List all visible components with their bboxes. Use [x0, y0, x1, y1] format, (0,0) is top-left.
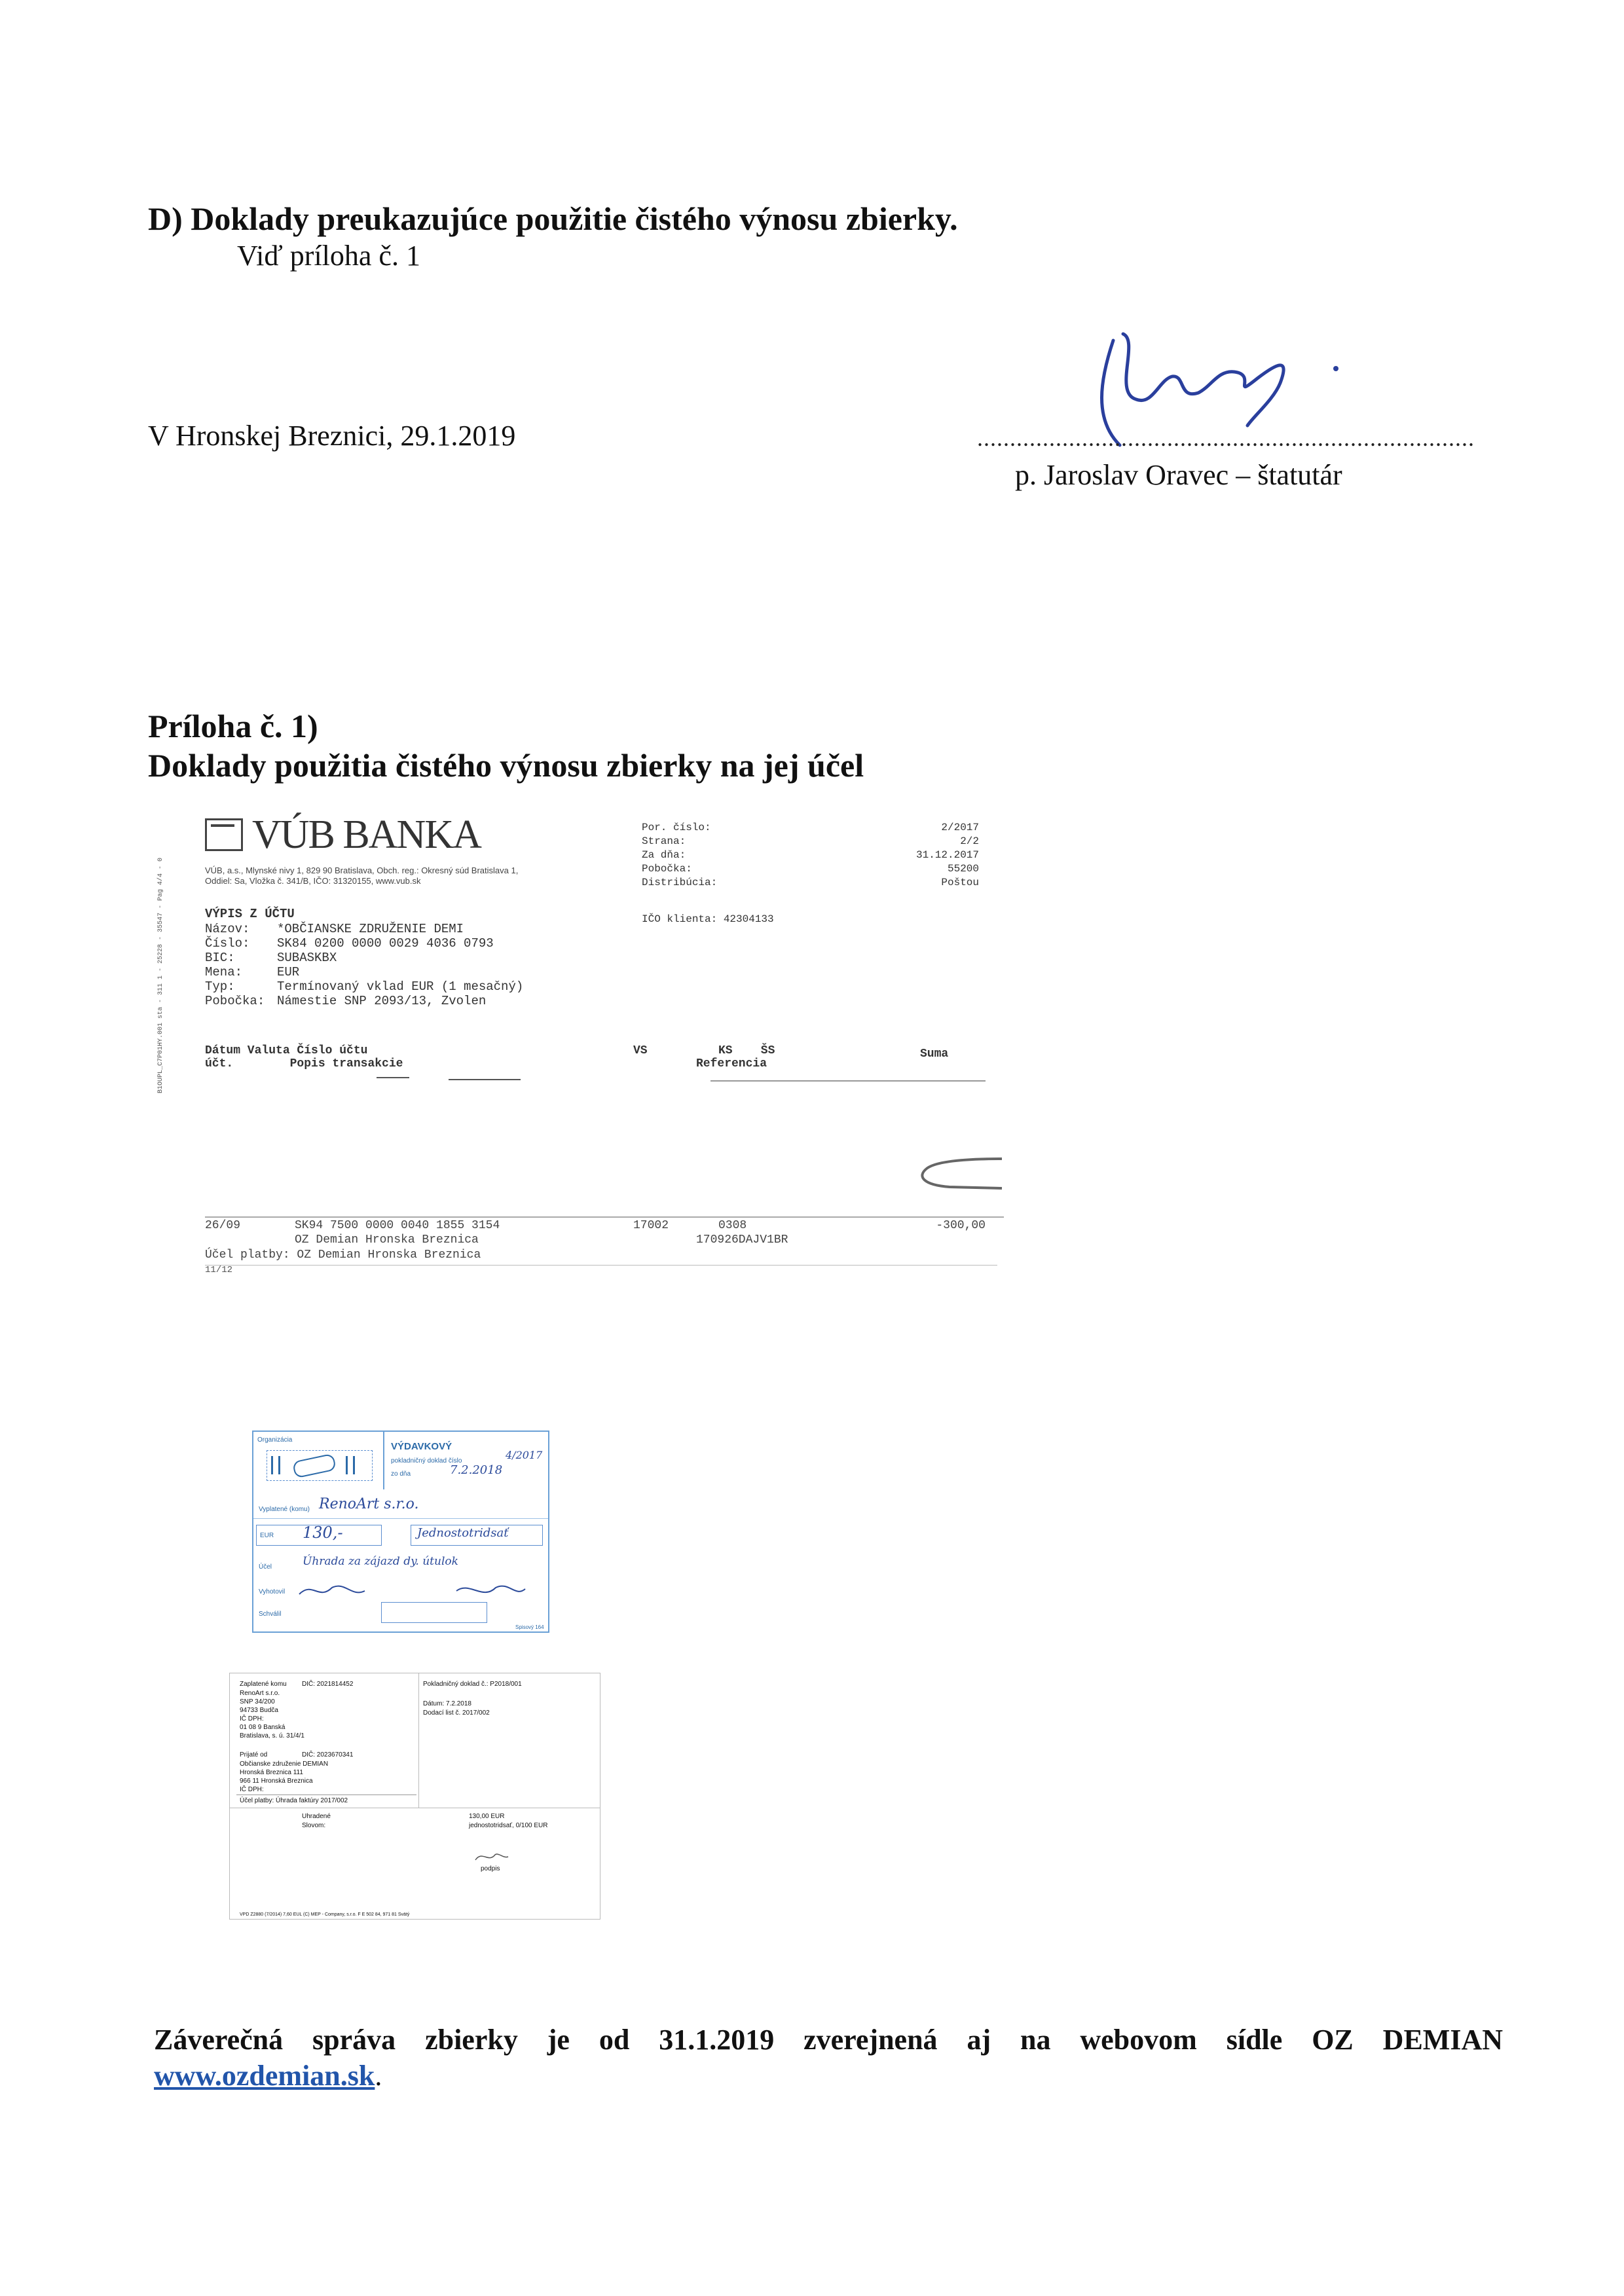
- sign-label: podpis: [481, 1865, 500, 1872]
- client-id: IČO klienta: 42304133: [642, 913, 774, 925]
- supplier-dic: DIČ: 2021814452: [302, 1681, 354, 1688]
- col-date-header: Dátum Valuta Číslo účtu: [205, 1044, 368, 1057]
- paid-label: Uhradené: [302, 1813, 331, 1820]
- divider: [205, 1216, 1004, 1218]
- txn-amount: -300,00: [936, 1219, 986, 1232]
- receipt-amount-words: jednostotridsať, 0/100 EUR: [469, 1822, 548, 1829]
- signature-dotted-line: ............................................................................: [977, 425, 1475, 451]
- section-d-title: D) Doklady preukazujúce použitie čistého výnosu zbierky.: [148, 200, 958, 237]
- issued-label: Vyhotovil: [259, 1588, 286, 1595]
- amount-words: Jednostotridsať: [417, 1526, 509, 1540]
- txn-name: OZ Demian Hronska Breznica: [295, 1233, 479, 1247]
- date-label: zo dňa: [391, 1470, 411, 1478]
- col-date-header-2: účt. Popis transakcie: [205, 1057, 403, 1070]
- voucher-type: VÝDAVKOVÝ: [391, 1441, 452, 1452]
- doc-label: pokladničný doklad číslo: [391, 1457, 462, 1465]
- bank-address-2: Oddiel: Sa, Vložka č. 341/B, IČO: 31320155, www.vub.sk: [205, 876, 421, 886]
- statement-heading: VÝPIS Z ÚČTU: [205, 907, 295, 921]
- divider: [449, 1079, 521, 1080]
- website-period: .: [375, 2060, 382, 2092]
- meta-values: 2/2017 2/2 31.12.2017 55200 Poštou: [915, 822, 979, 888]
- annex-subtitle: Doklady použitia čistého výnosu zbierky na jej účel: [148, 747, 864, 784]
- paid-to-label: Vyplatené (komu): [259, 1506, 310, 1513]
- statement-fields: Názov: *OBČIANSKE ZDRUŽENIE DEMI Číslo: SK84 0200 0000 0029 4036 0793 BIC: SUBASKBX Mena: EUR Typ: Termínovaný vklad EUR (1 mesačný) Pobočka: Námestie SNP 2093/13, Zvolen: [205, 922, 524, 1008]
- amount-value: 130,-: [303, 1523, 343, 1542]
- closing-statement: Záverečná správa zbierky je od 31.1.2019 zverejnená aj na webovom sídle OZ DEMIAN: [154, 2024, 1503, 2056]
- bank-address-1: VÚB, a.s., Mlynské nivy 1, 829 90 Bratislava, Obch. reg.: Okresný súd Bratislava 1,: [205, 866, 519, 875]
- bank-statement: [157, 792, 999, 1290]
- receipt-invoice: Dodací list č. 2017/002: [423, 1709, 490, 1717]
- col-ks-header: KS ŠS: [718, 1044, 775, 1057]
- col-vs-header: VS: [633, 1044, 648, 1057]
- website-line: [154, 2059, 382, 2092]
- divider: [418, 1673, 419, 1808]
- voucher-footer: Spisový 164: [515, 1624, 544, 1630]
- divider: [377, 1077, 409, 1078]
- doc-number: 4/2017: [506, 1449, 543, 1461]
- approved-label: Schválil: [259, 1611, 282, 1618]
- txn-next-date: 11/12: [205, 1265, 233, 1273]
- cash-receipt: [229, 1673, 600, 1920]
- side-code: B1OUPL_C7P01HY.001 sta - 311 1 - 25228 - 35547 - Pag 4/4 - 0: [157, 857, 164, 1093]
- annex-title: Príloha č. 1): [148, 708, 318, 744]
- txn-account: SK94 7500 0000 0040 1855 3154: [295, 1219, 500, 1232]
- bank-logo-icon: [205, 818, 243, 851]
- receipt-signature: [472, 1847, 511, 1867]
- divider: [253, 1518, 548, 1519]
- txn-vs: 17002: [633, 1219, 669, 1232]
- txn-date: 26/09: [205, 1219, 241, 1232]
- paperclip-mark: [910, 1149, 1008, 1195]
- receipt-purpose: Účel platby: Úhrada faktúry 2017/002: [240, 1797, 348, 1804]
- txn-ref: 170926DAJV1BR: [696, 1233, 788, 1247]
- approval-box: [381, 1602, 487, 1623]
- receiver-dic: DIČ: 2023670341: [302, 1751, 354, 1758]
- col-sum-header: Suma: [920, 1048, 949, 1061]
- paid-to-value: RenoArt s.r.o.: [319, 1496, 419, 1512]
- receipt-amount: 130,00 EUR: [469, 1813, 505, 1820]
- receipt-footer: VPD Z2880 (7/2014) 7,60 EUL (C) MEP - Company, s.r.o. F E 502 84, 971 81 Svätý: [240, 1912, 410, 1917]
- purpose-label: Účel: [259, 1563, 272, 1571]
- divider: [710, 1080, 986, 1082]
- date-value: 7.2.2018: [450, 1463, 503, 1477]
- purpose-value: Úhrada za zájazd dy. útulok: [303, 1555, 458, 1568]
- divider: [383, 1432, 384, 1489]
- supplier-lines: RenoArt s.r.o. SNP 34/200 94733 Budča IČ DPH: 01 08 9 Banská Bratislava, s. ú. 31/4/1: [240, 1690, 304, 1740]
- website-link[interactable]: www.ozdemian.sk: [154, 2060, 375, 2092]
- col-ref-header: Referencia: [696, 1057, 767, 1070]
- org-stamp: [267, 1450, 373, 1481]
- cash-voucher: [252, 1430, 549, 1633]
- receiver-lines: Občianske združenie DEMIAN Hronská Breznica 111 966 11 Hronská Breznica IČ DPH:: [240, 1760, 329, 1793]
- receiver-label: Prijaté od: [240, 1751, 268, 1758]
- paid-words-label: Slovom:: [302, 1822, 326, 1829]
- currency: EUR: [260, 1532, 274, 1539]
- txn-purpose: Účel platby: OZ Demian Hronska Breznica: [205, 1248, 481, 1262]
- signer-name: p. Jaroslav Oravec – štatutár: [1015, 459, 1342, 491]
- txn-ks: 0308: [718, 1219, 747, 1232]
- bank-name: VÚB BANKA: [252, 812, 481, 857]
- place-date: V Hronskej Breznici, 29.1.2019: [148, 420, 516, 452]
- section-d-reference: Viď príloha č. 1: [237, 240, 420, 272]
- org-label: Organizácia: [257, 1436, 293, 1444]
- receipt-doc-label: Pokladničný doklad č.: P2018/001: [423, 1681, 522, 1688]
- receipt-date: Dátum: 7.2.2018: [423, 1700, 471, 1707]
- supplier-label: Zaplatené komu: [240, 1681, 287, 1688]
- divider: [205, 1265, 997, 1266]
- meta-labels: Por. číslo: Strana: Za dňa: Pobočka: Distribúcia:: [642, 822, 718, 888]
